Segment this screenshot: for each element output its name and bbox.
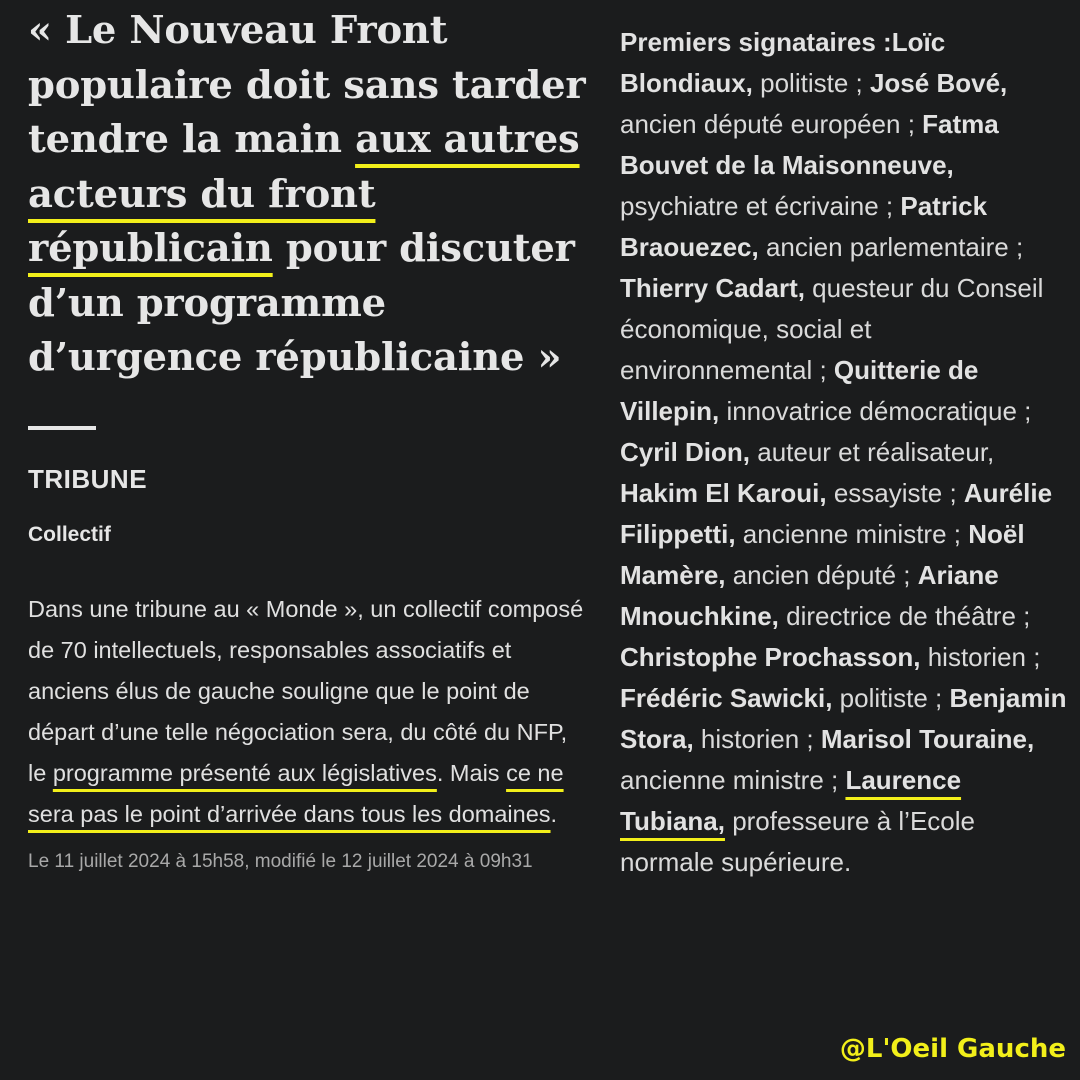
signatory-role: politiste ; (752, 68, 870, 98)
signatory-role: ancien député européen ; (620, 109, 923, 139)
headline (28, 4, 588, 386)
signatory-name: Cyril Dion, (620, 437, 751, 467)
headline-underlined-text: aux autres acteurs du front républicain (28, 117, 580, 271)
signatory-name: Noël Mamère, (620, 519, 1025, 590)
signatory-name: Marisol Touraine, (820, 724, 1035, 754)
divider (28, 426, 96, 430)
headline-text-start: « Le Nouveau Front populaire doit sans tarder tendre la main (28, 8, 586, 162)
signatory-name: Laurence Tubiana, (620, 765, 962, 836)
signatory-name: Patrick Braouezec, (620, 191, 988, 262)
signatory-role: ancien parlementaire ; (758, 232, 1024, 262)
signatory-name: Thierry Cadart, (620, 273, 805, 303)
signatories-paragraph (620, 22, 1070, 883)
signatory-role: historien ; (693, 724, 821, 754)
signatory-role: historien ; (920, 642, 1041, 672)
signatory-role: questeur du Conseil économique, social et environnemental ; (620, 273, 1044, 385)
signatory-name: Fatma Bouvet de la Maisonneuve, (620, 109, 999, 180)
signatory-name: Frédéric Sawicki, (620, 683, 833, 713)
lead-paragraph (28, 589, 588, 835)
signatory-role: ancien député ; (725, 560, 918, 590)
rubric-label: TRIBUNE (28, 463, 148, 494)
signatory-role: innovatrice démocratique ; (719, 396, 1032, 426)
signatories-intro: Premiers signataires : (620, 27, 892, 57)
signatory-role: professeure à l’Ecole normale supérieure. (620, 806, 975, 877)
signatory-role: essayiste ; (826, 478, 964, 508)
signatory-role: ancienne ministre ; (620, 765, 846, 795)
signatory-name: Loïc Blondiaux, (620, 27, 946, 98)
signatory-role: directrice de théâtre ; (778, 601, 1031, 631)
lead-text-middle: . Mais (436, 759, 507, 786)
lead-underlined-1: programme présenté aux législatives (52, 759, 437, 786)
signatory-name: Hakim El Karoui, (620, 478, 827, 508)
signatory-name: Ariane Mnouchkine, (620, 560, 999, 631)
lead-underlined-2: ce ne sera pas le point d’arrivée dans tous les domaines (28, 759, 564, 827)
headline-text-end: pour discuter d’un programme d’urgence républicaine » (28, 226, 575, 380)
article-header (28, 4, 588, 878)
signatory-role: ancienne ministre ; (735, 519, 969, 549)
signatories-block (620, 22, 1070, 883)
watermark-handle: @L'Oeil Gauche (839, 1034, 1066, 1064)
signatory-role: politiste ; (832, 683, 950, 713)
signatory-name: Benjamin Stora, (620, 683, 1067, 754)
signatory-role: psychiatre et écrivaine ; (620, 191, 901, 221)
publication-date: Le 11 juillet 2024 à 15h58, modifié le 12 juillet 2024 à 09h31 (28, 850, 533, 872)
lead-text-start: Dans une tribune au « Monde », un collectif composé de 70 intellectuels, responsables associatifs et anciens élus de gauche souligne que le point de départ d’une telle négociation sera, du côté du NFP, le (28, 595, 584, 786)
signatory-name: José Bové, (869, 68, 1008, 98)
signatory-name: Christophe Prochasson, (620, 642, 921, 672)
author-link[interactable]: Collectif (28, 522, 111, 546)
signatory-role: auteur et réalisateur, (750, 437, 995, 467)
signatory-name: Quitterie de Villepin, (620, 355, 979, 426)
lead-text-end: . (550, 800, 558, 827)
signatory-name: Aurélie Filippetti, (620, 478, 1053, 549)
